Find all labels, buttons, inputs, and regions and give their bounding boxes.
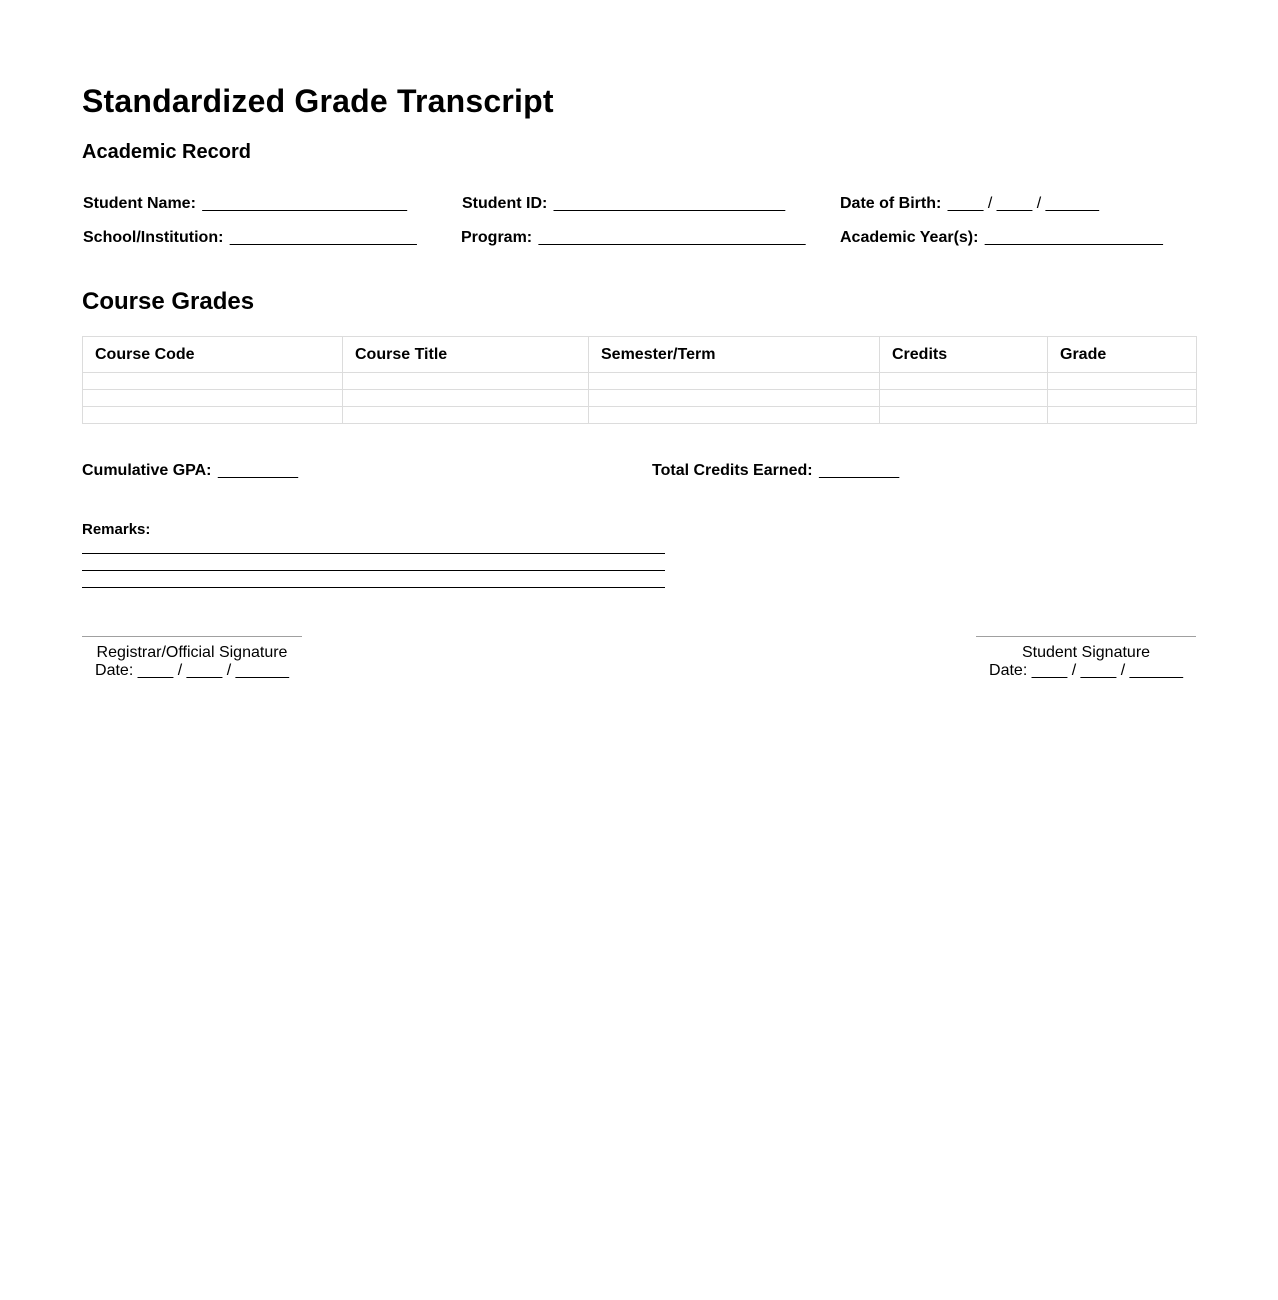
table-cell[interactable] (1048, 373, 1197, 390)
student-signature-block[interactable] (976, 636, 1196, 680)
student-name-field[interactable] (83, 194, 407, 214)
table-cell[interactable] (880, 373, 1048, 390)
table-cell[interactable] (880, 407, 1048, 424)
table-cell[interactable] (1048, 407, 1197, 424)
table-cell[interactable] (343, 373, 589, 390)
table-cell[interactable] (589, 373, 880, 390)
table-cell[interactable] (83, 373, 343, 390)
total-credits-field[interactable] (652, 461, 899, 481)
registrar-signature-date[interactable]: Date: ____ / ____ / ______ (95, 662, 289, 679)
table-cell[interactable] (343, 390, 589, 407)
table-cell[interactable] (589, 407, 880, 424)
column-header-grade: Grade (1048, 337, 1197, 373)
program-field[interactable] (461, 228, 806, 248)
course-grades-heading: Course Grades (82, 288, 255, 315)
total-credits-blank[interactable]: _________ (819, 462, 900, 479)
remarks-label: Remarks: (82, 521, 151, 538)
academic-year-label: Academic Year(s): (840, 229, 979, 246)
student-signature-label: Student Signature (1021, 644, 1151, 661)
column-header-course-title: Course Title (343, 337, 589, 373)
remarks-line[interactable] (82, 570, 665, 571)
academic-record-heading: Academic Record (82, 141, 251, 163)
date-of-birth-blank[interactable]: ____ / ____ / ______ (947, 195, 1100, 212)
academic-year-field[interactable] (840, 228, 1163, 248)
column-header-credits: Credits (880, 337, 1048, 373)
program-label: Program: (461, 229, 533, 246)
cumulative-gpa-label: Cumulative GPA: (82, 462, 212, 479)
table-cell[interactable] (343, 407, 589, 424)
registrar-signature-block[interactable] (82, 636, 302, 680)
academic-year-blank[interactable]: ____________________ (984, 229, 1163, 246)
table-cell[interactable] (83, 407, 343, 424)
student-name-label: Student Name: (83, 195, 196, 212)
column-header-semester-term: Semester/Term (589, 337, 880, 373)
student-id-label: Student ID: (462, 195, 548, 212)
table-cell[interactable] (83, 390, 343, 407)
total-credits-label: Total Credits Earned: (652, 462, 813, 479)
student-signature-date[interactable]: Date: ____ / ____ / ______ (989, 662, 1183, 679)
remarks-line[interactable] (82, 553, 665, 554)
student-id-blank[interactable]: __________________________ (553, 195, 786, 212)
program-blank[interactable]: ______________________________ (538, 229, 806, 246)
column-header-course-code: Course Code (83, 337, 343, 373)
school-blank[interactable]: _____________________ (229, 229, 417, 246)
date-of-birth-label: Date of Birth: (840, 195, 942, 212)
school-label: School/Institution: (83, 229, 224, 246)
student-name-blank[interactable]: _______________________ (202, 195, 408, 212)
document-title: Standardized Grade Transcript (82, 83, 554, 119)
table-row (83, 390, 1197, 407)
table-cell[interactable] (880, 390, 1048, 407)
registrar-signature-label: Registrar/Official Signature (96, 644, 288, 661)
course-grades-table (82, 336, 1197, 424)
student-id-field[interactable] (462, 194, 785, 214)
cumulative-gpa-blank[interactable]: _________ (217, 462, 299, 479)
remarks-line[interactable] (82, 587, 665, 588)
table-row (83, 373, 1197, 390)
table-header-row (83, 337, 1197, 373)
table-cell[interactable] (1048, 390, 1197, 407)
table-row (83, 407, 1197, 424)
table-cell[interactable] (589, 390, 880, 407)
school-field[interactable] (83, 228, 417, 248)
date-of-birth-field[interactable] (840, 194, 1099, 214)
cumulative-gpa-field[interactable] (82, 461, 298, 481)
